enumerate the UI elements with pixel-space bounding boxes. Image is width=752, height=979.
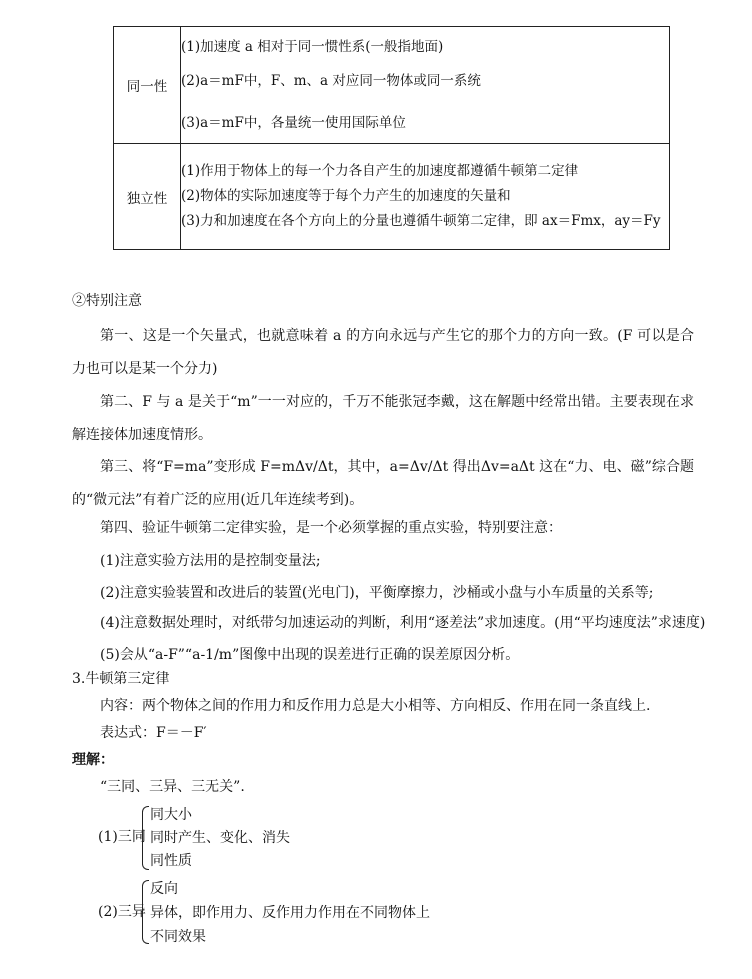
list-item: (2)注意实验装置和改进后的装置(光电门)，平衡摩擦力，沙桶或小盘与小车质量的关系等; <box>100 585 654 601</box>
brace-item: 异体，即作用力、反作用力作用在不同物体上 <box>150 905 430 921</box>
brace-item: 同性质 <box>150 853 192 869</box>
brace-item: 反向 <box>150 881 178 897</box>
table-cell-line: (1)加速度 a 相对于同一惯性系(一般指地面) <box>181 39 444 55</box>
table-row <box>114 27 670 144</box>
list-item: (4)注意数据处理时，对纸带匀加速运动的判断，利用“逐差法”求加速度。(用“平均速度法”求速度) <box>100 615 706 631</box>
table-cell-line: (2)a＝mF中，F、m、a 对应同一物体或同一系统 <box>181 73 481 89</box>
table-cell-line: (3)a＝mF中，各量统一使用国际单位 <box>181 115 406 131</box>
group-label: (2)三异 <box>98 904 146 920</box>
group-label: (1)三同 <box>98 829 146 845</box>
brace-icon <box>142 806 149 870</box>
label: 理解： <box>72 752 114 768</box>
paragraph: 内容：两个物体之间的作用力和反作用力总是大小相等、方向相反、作用在同一条直线上. <box>100 698 651 714</box>
brace-item: 同大小 <box>150 807 192 823</box>
table-row <box>114 144 670 250</box>
section-heading: ②特别注意 <box>72 293 142 309</box>
properties-table <box>113 26 670 250</box>
section-heading: 3.牛顿第三定律 <box>72 671 170 687</box>
brace-item: 同时产生、变化、消失 <box>150 830 290 846</box>
paragraph: 第四、验证牛顿第二定律实验，是一个必须掌握的重点实验，特别要注意： <box>100 520 562 536</box>
paragraph: 第三、将“F=ma”变形成 F=mΔv/Δt，其中，a=Δv/Δt 得出Δv=aΔt 这在“力、电、磁”综合题的“微元法”有着广泛的应用(近几年连续考到)。 <box>72 459 694 508</box>
formula: 表达式：F＝－F′ <box>100 725 207 741</box>
paragraph: 第一、这是一个矢量式，也就意味着 a 的方向永远与产生它的那个力的方向一致。(F 可以是合力也可以是某一个分力) <box>72 328 694 377</box>
paragraph: “三同、三异、三无关”. <box>100 779 245 795</box>
brace-item: 不同效果 <box>150 929 206 945</box>
row-heading: 独立性 <box>114 144 181 250</box>
brace-icon <box>142 880 149 944</box>
paragraph: 第二、F 与 a 是关于“m”一一对应的，千万不能张冠李戴，这在解题中经常出错。主要表现在求解连接体加速度情形。 <box>72 394 694 443</box>
table-cell-line: (3)力和加速度在各个方向上的分量也遵循牛顿第二定律，即 ax＝Fmx，ay＝Fy <box>181 213 661 229</box>
list-item: (5)会从“a-F”“a-1/m”图像中出现的误差进行正确的误差原因分析。 <box>100 647 520 663</box>
table-cell-line: (2)物体的实际加速度等于每个力产生的加速度的矢量和 <box>181 188 511 204</box>
list-item: (1)注意实验方法用的是控制变量法; <box>100 553 321 569</box>
table-cell-line: (1)作用于物体上的每一个力各自产生的加速度都遵循牛顿第二定律 <box>181 163 579 179</box>
row-heading: 同一性 <box>114 27 181 144</box>
